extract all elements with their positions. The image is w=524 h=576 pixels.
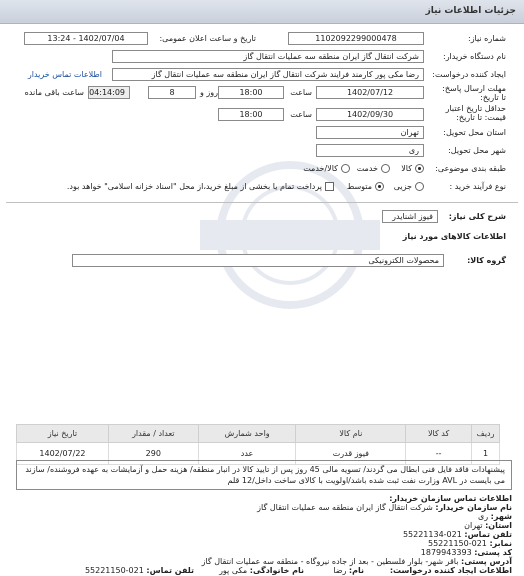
goods-group-field: محصولات الکترونیکی xyxy=(72,254,444,267)
goods-table-header xyxy=(17,425,500,443)
watermark-logo-icon xyxy=(170,150,410,320)
validity-time-label: ساعت xyxy=(290,110,312,119)
page-header xyxy=(0,0,524,24)
col-unit: واحد شمارش xyxy=(198,425,296,443)
remaining-time-label: ساعت باقی مانده xyxy=(24,88,84,97)
remaining-time-field: 04:14:09 xyxy=(88,86,130,99)
validity-date-field: 1402/09/30 xyxy=(316,108,424,121)
process-minor-radio[interactable] xyxy=(415,182,424,191)
process-medium-radio[interactable] xyxy=(375,182,384,191)
deadline-time-label: ساعت xyxy=(290,88,312,97)
summary-label: شرح کلی نیاز: xyxy=(448,212,506,221)
buyer-label: نام دستگاه خریدار: xyxy=(443,52,506,61)
category-mixed-radio[interactable] xyxy=(341,164,350,173)
creator-phone-line: تلفن تماس: 021-55221150 xyxy=(84,566,194,575)
buyer-address-line: آدرس پستی: باقر شهر- بلوار فلسطین - بعد از جاده نیروگاه - منطقه سه عملیات انتقال گاز xyxy=(201,557,512,566)
category-goods-label: کالا xyxy=(401,164,412,173)
need-number-field: 1102092299000478 xyxy=(288,32,424,45)
creator-contact-title: اطلاعات ایجاد کننده درخواست: xyxy=(389,566,512,575)
province-field: تهران xyxy=(316,126,424,139)
buyer-org-line: نام سازمان خریدار: شرکت انتقال گاز ایران منطقه سه عملیات انتقال گاز xyxy=(257,503,512,512)
col-row: ردیف xyxy=(472,425,500,443)
col-qty: تعداد / مقدار xyxy=(108,425,198,443)
buyer-contact-link[interactable]: اطلاعات تماس خریدار xyxy=(27,70,102,79)
goods-table xyxy=(16,424,500,465)
col-name: نام کالا xyxy=(296,425,406,443)
buyer-description: پیشنهادات فاقد فایل فنی ابطال می گردند/ تسویه مالی 45 روز پس از تایید کالا در انبار منطقه/ هزینه حمل و آزمایشات به عهده فروشنده/ سازند می بایست در AVL وزارت نفت ثبت شده باشد/اولویت با کالای ساخت داخل/12 قلم xyxy=(16,460,512,490)
deadline-time-field: 18:00 xyxy=(218,86,284,99)
goods-section-title: اطلاعات کالاهای مورد نیاز xyxy=(402,232,506,241)
col-code: کد کالا xyxy=(406,425,472,443)
col-date: تاریخ نیاز xyxy=(17,425,109,443)
buyer-fax-line: نمابر: 021-55221150 xyxy=(428,539,512,548)
process-minor-label: جزیی xyxy=(393,182,412,191)
buyer-postal-line: کد پستی: 1879943393 xyxy=(420,548,512,557)
cell-row: 1 xyxy=(472,443,500,465)
category-service-label: خدمت xyxy=(356,164,378,173)
deadline-label: مهلت ارسال پاسخ: تا تاریخ: xyxy=(442,84,506,102)
cell-name: فیوز قدرت xyxy=(296,443,406,465)
creator-name-line: نام: رضا xyxy=(333,566,364,575)
creator-family-line: نام خانوادگی: مکی پور xyxy=(219,566,304,575)
buyer-province-line: استان: تهران xyxy=(464,521,512,530)
city-field: ری xyxy=(316,144,424,157)
process-label: نوع فرآیند خرید : xyxy=(449,182,506,191)
cell-unit: عدد xyxy=(198,443,296,465)
validity-label: حداقل تاریخ اعتبار قیمت: تا تاریخ: xyxy=(445,104,506,122)
announce-date-label: تاریخ و ساعت اعلان عمومی: xyxy=(159,34,256,43)
province-label: استان محل تحویل: xyxy=(443,128,506,137)
buyer-city-line: شهر: ری xyxy=(478,512,512,521)
buyer-phone-line: تلفن تماس: 021-55221134 xyxy=(402,530,512,539)
cell-date: 1402/07/22 xyxy=(17,443,109,465)
treasury-payment-checkbox[interactable] xyxy=(325,182,334,191)
days-label: روز و xyxy=(200,88,218,97)
validity-time-field: 18:00 xyxy=(218,108,284,121)
creator-field: رضا مکی پور کارمند فرایند شرکت انتقال گاز ایران منطقه سه عملیات انتقال گاز xyxy=(112,68,424,81)
cell-code: -- xyxy=(406,443,472,465)
need-number-label: شماره نیاز: xyxy=(468,34,506,43)
process-medium-label: متوسط xyxy=(346,182,372,191)
creator-label: ایجاد کننده درخواست: xyxy=(432,70,506,79)
category-label: طبقه بندی موضوعی: xyxy=(435,164,506,173)
category-goods-radio[interactable] xyxy=(415,164,424,173)
days-field: 8 xyxy=(148,86,196,99)
goods-group-label: گروه کالا: xyxy=(467,256,506,265)
cell-qty: 290 xyxy=(108,443,198,465)
section-divider xyxy=(6,202,518,203)
summary-field: فیوز اشنایدر xyxy=(382,210,438,223)
deadline-date-field: 1402/07/12 xyxy=(316,86,424,99)
page-title: جزئیات اطلاعات نیاز xyxy=(425,6,516,16)
buyer-field: شرکت انتقال گاز ایران منطقه سه عملیات انتقال گاز xyxy=(112,50,424,63)
buyer-contact-title: اطلاعات تماس سازمان خریدار: xyxy=(389,494,512,503)
treasury-payment-note: پرداخت تمام یا بخشی از مبلغ خرید،از محل "اسناد خزانه اسلامی" خواهد بود. xyxy=(66,182,322,191)
announce-date-field: 1402/07/04 - 13:24 xyxy=(24,32,148,45)
city-label: شهر محل تحویل: xyxy=(448,146,506,155)
category-mixed-label: کالا/خدمت xyxy=(303,164,338,173)
category-service-radio[interactable] xyxy=(381,164,390,173)
